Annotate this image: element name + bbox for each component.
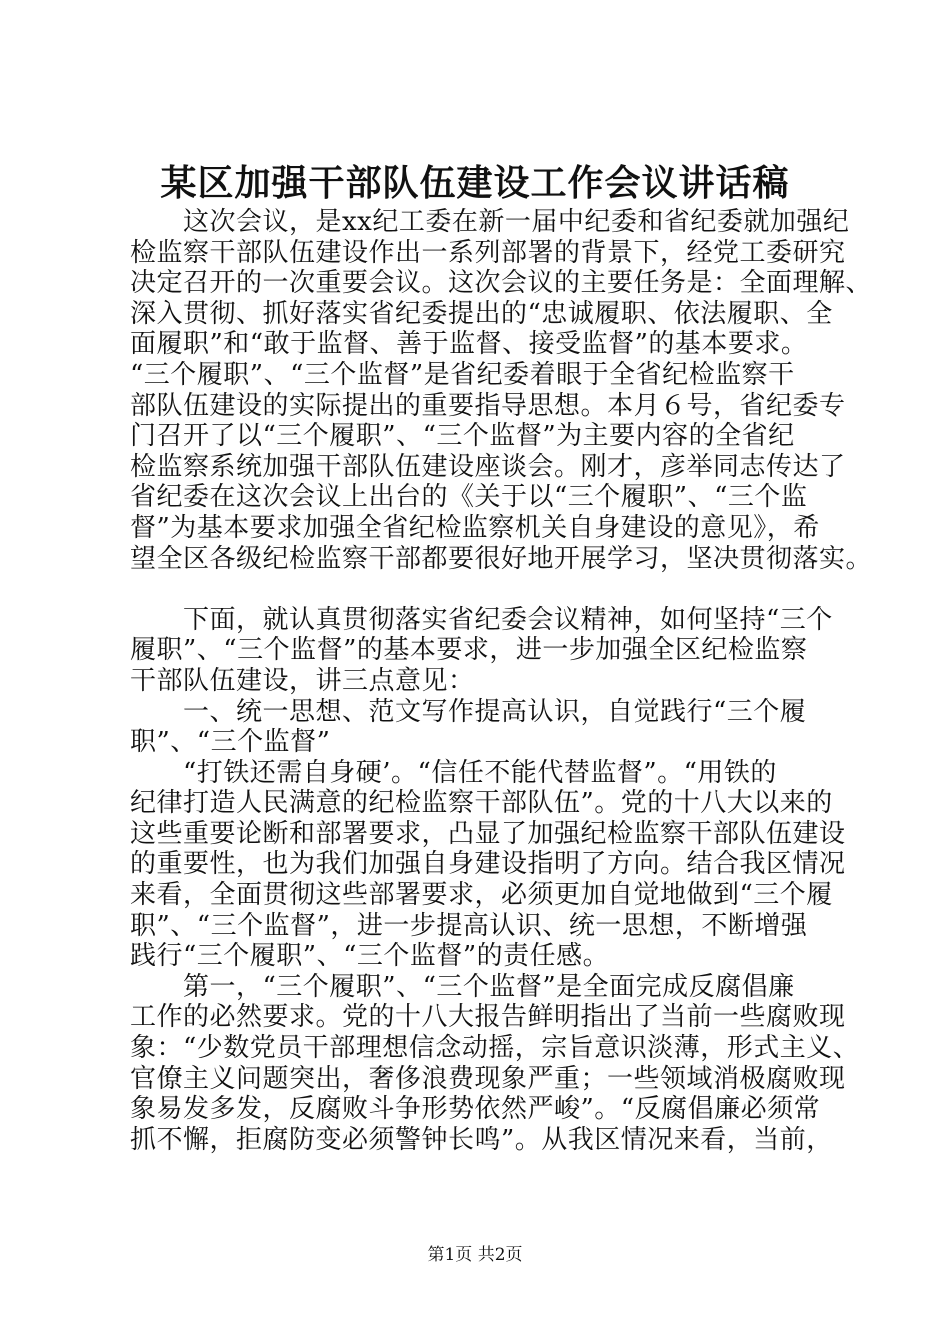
body-line: 象易发多发，反腐败斗争形势依然严峻”。“反腐倡廉必须常 [130, 1094, 821, 1125]
body-line: 纪律打造人民满意的纪检监察干部队伍”。党的十八大以来的 [130, 788, 833, 819]
body-line: 这次会议，是xx纪工委在新一届中纪委和省纪委就加强纪 [130, 207, 850, 237]
body-line: 检监察系统加强干部队伍建设座谈会。刚才，彦举同志传达了 [130, 451, 846, 482]
body-line: 望全区各级纪检监察干部都要很好地开展学习，坚决贯彻落实。 [130, 543, 873, 574]
page-number-footer: 第1页 共2页 [427, 1245, 523, 1265]
body-line: 来看，全面贯彻这些部署要求，必须更加自觉地做到“三个履 [130, 880, 833, 911]
body-line: 象：“少数党员干部理想信念动摇，宗旨意识淡薄，形式主义、 [130, 1033, 860, 1064]
document-body [130, 207, 873, 1155]
body-line: 这些重要论断和部署要求，凸显了加强纪检监察干部队伍建设 [130, 818, 846, 849]
body-line: 的重要性，也为我们加强自身建设指明了方向。结合我区情况 [130, 849, 846, 880]
body-line: 深入贯彻、抓好落实省纪委提出的“忠诚履职、依法履职、全 [130, 298, 833, 329]
paragraph-gap [130, 574, 850, 605]
body-line: 第一，“三个履职”、“三个监督”是全面完成反腐倡廉 [130, 971, 795, 1002]
section-heading-line: 职”、“三个监督” [130, 727, 331, 758]
body-line: 决定召开的一次重要会议。这次会议的主要任务是：全面理解、 [130, 268, 873, 299]
body-line: 省纪委在这次会议上出台的《关于以“三个履职”、“三个监 [130, 482, 808, 513]
body-line: 面履职”和“敢于监督、善于监督、接受监督”的基本要求。 [130, 329, 808, 360]
body-line: 践行“三个履职”、“三个监督”的责任感。 [130, 941, 610, 972]
body-line: 干部队伍建设，讲三点意见： [130, 665, 475, 696]
body-line: 抓不懈，拒腐防变必须警钟长鸣”。从我区情况来看，当前， [130, 1124, 833, 1155]
body-line: 职”、“三个监督”，进一步提高认识、统一思想，不断增强 [130, 910, 808, 941]
body-line: 检监察干部队伍建设作出一系列部署的背景下，经党工委研究 [130, 237, 846, 268]
document-title: 某区加强干部队伍建设工作会议讲话稿 [160, 162, 790, 204]
body-line: 下面，就认真贯彻落实省纪委会议精神，如何坚持“三个 [130, 604, 833, 635]
body-line: “打铁还需自身硬’。“信任不能代替监督”。“用铁的 [130, 757, 777, 788]
body-line: “三个履职”、“三个监督”是省纪委着眼于全省纪检监察干 [130, 359, 795, 390]
body-line: 部队伍建设的实际提出的重要指导思想。本月６号，省纪委专 [130, 390, 846, 421]
body-line: 官僚主义问题突出，奢侈浪费现象严重；一些领域消极腐败现 [130, 1063, 846, 1094]
section-heading-line: 一、统一思想、范文写作提高认识，自觉践行“三个履 [130, 696, 807, 727]
body-line: 门召开了以“三个履职”、“三个监督”为主要内容的全省纪 [130, 421, 795, 452]
body-line: 督”为基本要求加强全省纪检监察机关自身建设的意见》，希 [130, 512, 820, 543]
body-line: 履职”、“三个监督”的基本要求，进一步加强全区纪检监察 [130, 635, 808, 666]
body-line: 工作的必然要求。党的十八大报告鲜明指出了当前一些腐败现 [130, 1002, 846, 1033]
